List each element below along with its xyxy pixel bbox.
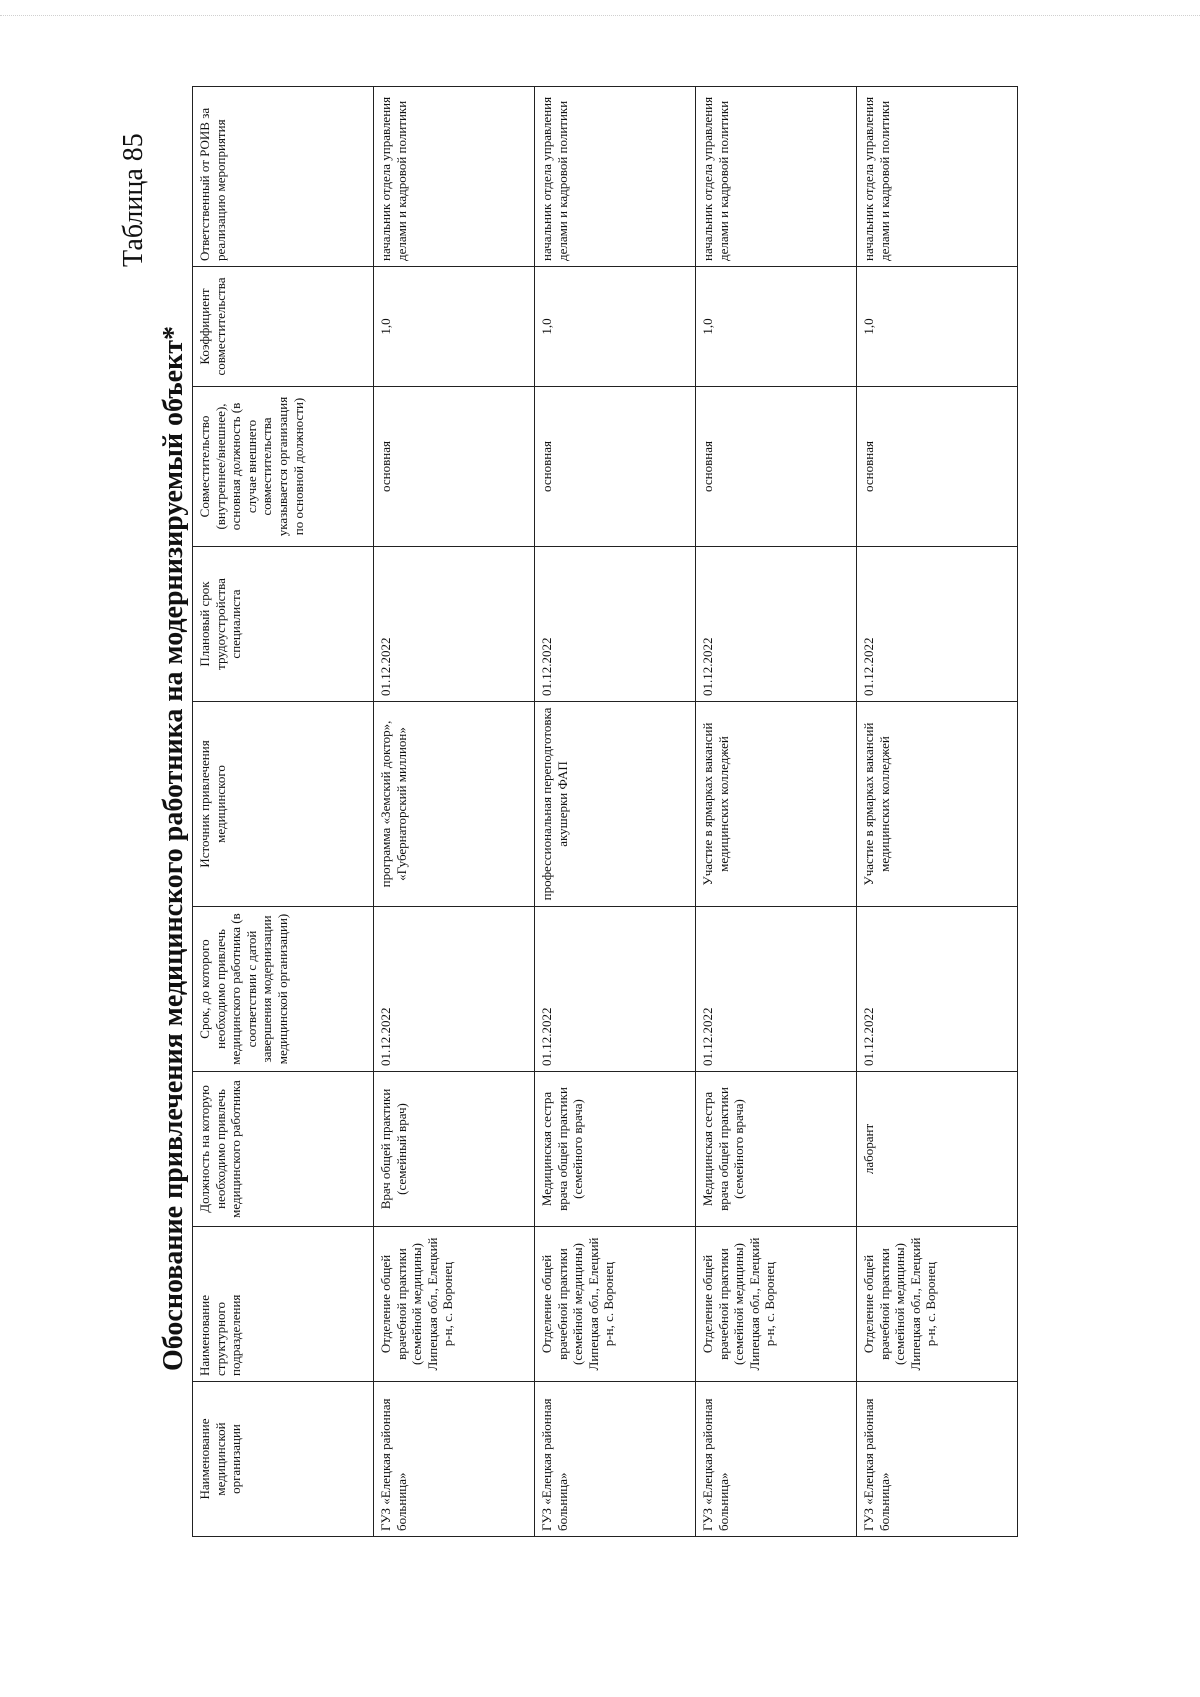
table-row	[535, 87, 696, 1537]
cell-planned-date: 01.12.2022	[374, 547, 535, 702]
cell-department: Отделение общей врачебной практики (семейной медицины) Липецкая обл., Елецкий р-н, с. Воронец	[374, 1227, 535, 1382]
cell-planned-date: 01.12.2022	[535, 547, 696, 702]
header-cell: Должность на которую необходимо привлечь медицинского работника	[193, 1072, 374, 1227]
staffing-table	[192, 86, 1018, 1537]
cell-department: Отделение общей врачебной практики (семейной медицины) Липецкая обл., Елецкий р-н, с. Воронец	[857, 1227, 1018, 1382]
cell-source: Участие в ярмарках вакансий медицинских колледжей	[696, 702, 857, 907]
document-title: Обоснование привлечения медицинского работника на модернизируемый объект*	[158, 326, 189, 1371]
cell-coefficient: 1,0	[857, 267, 1018, 387]
cell-responsible: начальник отдела управления делами и кадровой политики	[535, 87, 696, 267]
cell-organization: ГУЗ «Елецкая районная больница»	[696, 1382, 857, 1537]
table-row	[374, 87, 535, 1537]
header-cell: Срок, до которого необходимо привлечь медицинского работника (в соответствии с датой завершения модернизации медицинской организации)	[193, 907, 374, 1072]
cell-position: Медицинская сестра врача общей практики (семейного врача)	[696, 1072, 857, 1227]
header-cell: Плановый срок трудоустройства специалиста	[193, 547, 374, 702]
header-cell: Источник привлечения медицинского	[193, 702, 374, 907]
cell-employment-type: основная	[535, 387, 696, 547]
cell-position: Медицинская сестра врача общей практики (семейного врача)	[535, 1072, 696, 1227]
header-cell: Наименование медицинской организации	[193, 1382, 374, 1537]
cell-department: Отделение общей врачебной практики (семейной медицины) Липецкая обл., Елецкий р-н, с. Воронец	[535, 1227, 696, 1382]
cell-employment-type: основная	[696, 387, 857, 547]
cell-source: программа «Земский доктор», «Губернаторский миллион»	[374, 702, 535, 907]
cell-responsible: начальник отдела управления делами и кадровой политики	[374, 87, 535, 267]
cell-deadline: 01.12.2022	[857, 907, 1018, 1072]
header-cell: Ответственный от РОИВ за реализацию мероприятия	[193, 87, 374, 267]
table-row	[857, 87, 1018, 1537]
cell-deadline: 01.12.2022	[374, 907, 535, 1072]
cell-position: лаборант	[857, 1072, 1018, 1227]
cell-employment-type: основная	[857, 387, 1018, 547]
cell-planned-date: 01.12.2022	[696, 547, 857, 702]
cell-coefficient: 1,0	[374, 267, 535, 387]
cell-coefficient: 1,0	[535, 267, 696, 387]
table-number-label: Таблица 85	[118, 133, 149, 267]
cell-source: Участие в ярмарках вакансий медицинских колледжей	[857, 702, 1018, 907]
cell-employment-type: основная	[374, 387, 535, 547]
cell-coefficient: 1,0	[696, 267, 857, 387]
cell-deadline: 01.12.2022	[696, 907, 857, 1072]
cell-source: профессиональная переподготовка акушерки ФАП	[535, 702, 696, 907]
header-cell: Совместительство (внутреннее/внешнее), основная должность (в случае внешнего совместительства указывается организация по основной должности)	[193, 387, 374, 547]
table-header-row	[193, 87, 374, 1537]
cell-deadline: 01.12.2022	[535, 907, 696, 1072]
table-row	[696, 87, 857, 1537]
cell-organization: ГУЗ «Елецкая районная больница»	[374, 1382, 535, 1537]
cell-responsible: начальник отдела управления делами и кадровой политики	[696, 87, 857, 267]
cell-responsible: начальник отдела управления делами и кадровой политики	[857, 87, 1018, 267]
cell-organization: ГУЗ «Елецкая районная больница»	[535, 1382, 696, 1537]
cell-department: Отделение общей врачебной практики (семейной медицины) Липецкая обл., Елецкий р-н, с. Воронец	[696, 1227, 857, 1382]
header-cell: Наименование структурного подразделения	[193, 1227, 374, 1382]
cell-planned-date: 01.12.2022	[857, 547, 1018, 702]
cell-position: Врач общей практики (семейный врач)	[374, 1072, 535, 1227]
header-cell: Коэффициент совместительства	[193, 267, 374, 387]
cell-organization: ГУЗ «Елецкая районная больница»	[857, 1382, 1018, 1537]
